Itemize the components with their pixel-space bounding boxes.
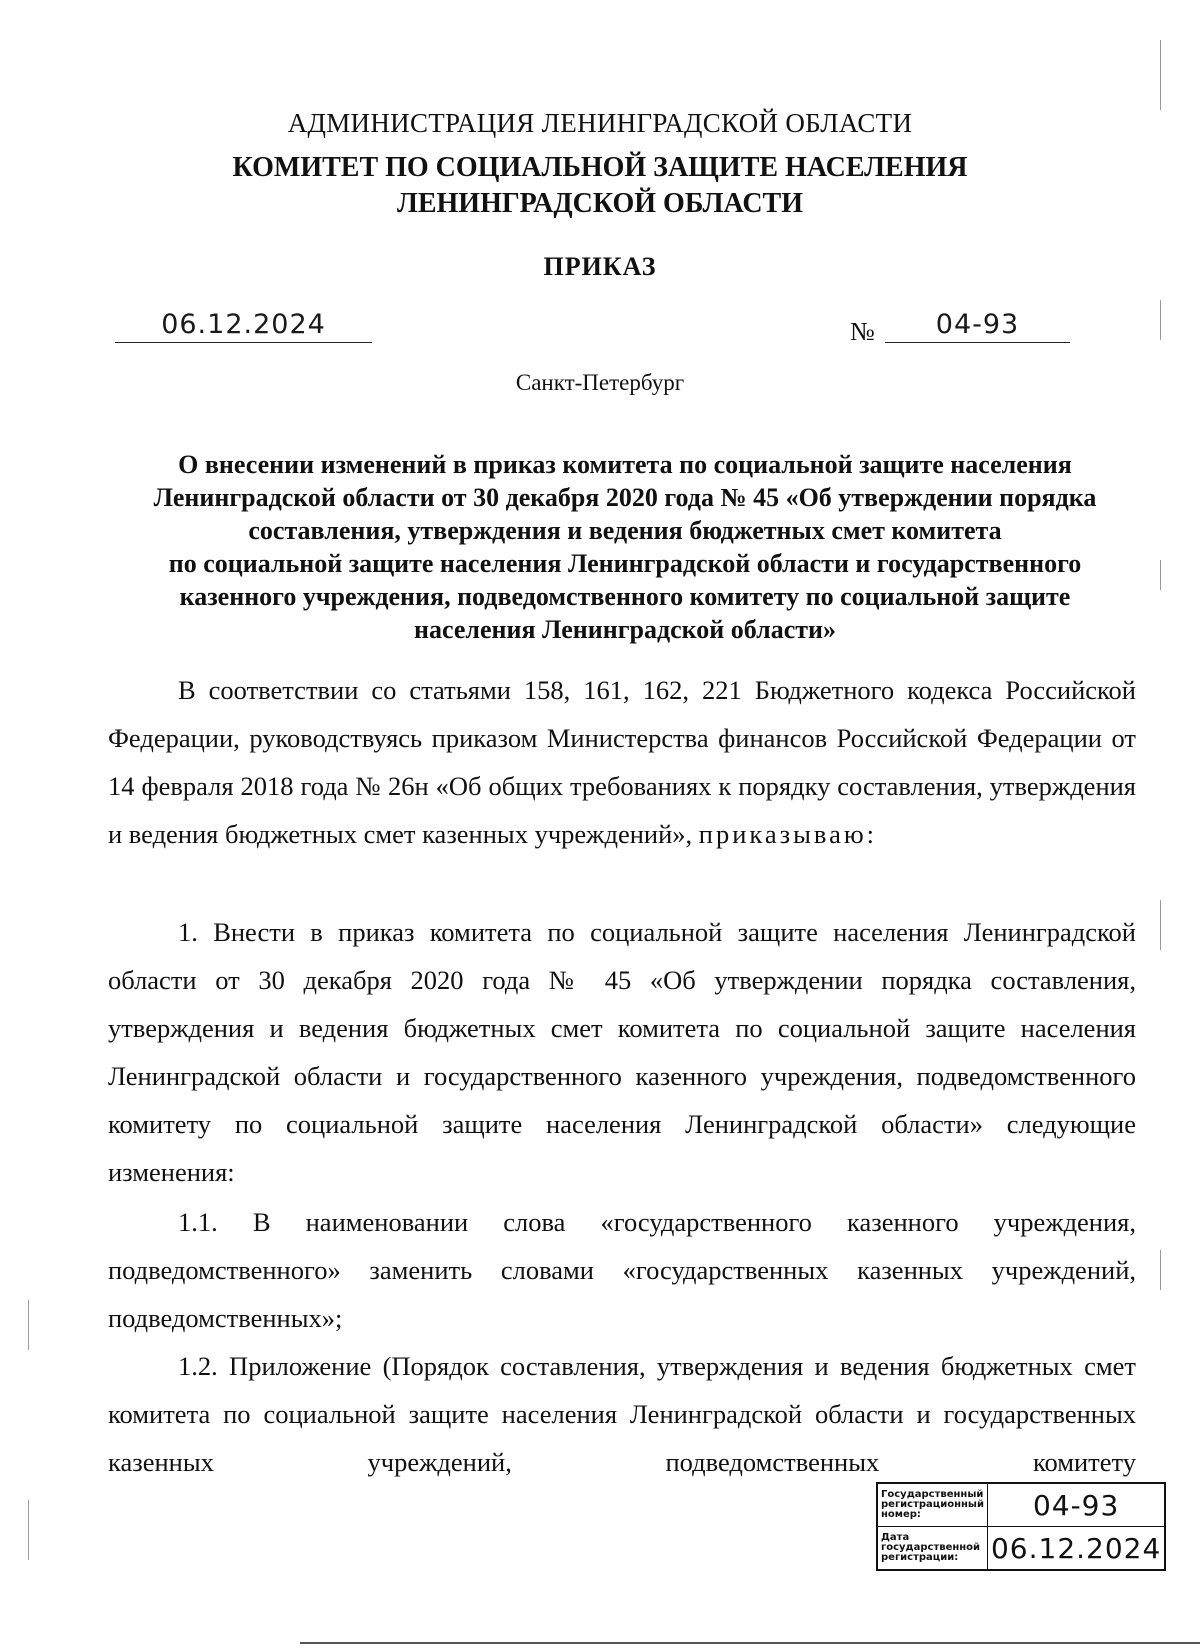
- registration-stamp: [876, 1482, 1166, 1571]
- subject-line: населения Ленинградской области»: [413, 615, 837, 644]
- committee-title: [0, 150, 1200, 222]
- scan-edge-mark: [1160, 900, 1161, 950]
- committee-title-line2: ЛЕНИНГРАДСКОЙ ОБЛАСТИ: [396, 188, 804, 219]
- order-subject: [110, 448, 1140, 646]
- city: Санкт-Петербург: [515, 370, 685, 395]
- registration-number-label: Государственный регистрационный номер:: [877, 1483, 987, 1527]
- order-number: 04-93: [885, 312, 1070, 343]
- item-1-paragraph: [108, 908, 1136, 1196]
- subject-line: казенного учреждения, подведомственного комитету по социальной защите: [179, 582, 1071, 611]
- subject-line: по социальной защите населения Ленинградской области и государственного: [168, 549, 1082, 578]
- registration-date-value: 06.12.2024: [987, 1527, 1165, 1571]
- subject-line: составления, утверждения и ведения бюджетных смет комитета: [248, 516, 1002, 545]
- command-word: приказываю:: [698, 819, 877, 849]
- registration-date-label: Дата государственной регистрации:: [877, 1527, 987, 1571]
- committee-title-line1: КОМИТЕТ ПО СОЦИАЛЬНОЙ ЗАЩИТЕ НАСЕЛЕНИЯ: [232, 152, 968, 183]
- preamble-paragraph: [108, 666, 1136, 858]
- item-1-2-paragraph: [108, 1342, 1136, 1486]
- item-1-2-text: 1.2. Приложение (Порядок составления, утверждения и ведения бюджетных смет комитета по социальной защите населения Ленинградской области и государственных казенных учреждений, подведомственных комитету: [108, 1351, 1136, 1477]
- scan-bottom-line: [300, 1642, 1200, 1644]
- scan-edge-mark: [1160, 40, 1161, 110]
- subject-line: Ленинградской области от 30 декабря 2020 года № 45 «Об утверждении порядка: [153, 483, 1097, 512]
- subject-line: О внесении изменений в приказ комитета по социальной защите населения: [178, 450, 1072, 479]
- item-1-text: 1. Внести в приказ комитета по социальной защите населения Ленинградской области от 30 декабря 2020 года № 45 «Об утверждении порядка составления, утверждения и ведения бюджетных смет комитета по социальной защите населения Ленинградской области и государственного казенного учреждения, подведомственного комитету по социальной защите населения Ленинградской области» следующие изменения:: [108, 917, 1136, 1187]
- scan-edge-mark: [28, 1300, 29, 1350]
- registration-number-row: [877, 1483, 1165, 1527]
- registration-number-value: 04-93: [987, 1483, 1165, 1527]
- scan-edge-mark: [28, 1500, 29, 1560]
- number-sign: №: [850, 317, 875, 346]
- scan-edge-mark: [1160, 560, 1161, 590]
- preamble-text: В соответствии со статьями 158, 161, 162, 221 Бюджетного кодекса Российской Федерации, руководствуясь приказом Министерства финансов Российской Федерации от 14 февраля 2018 года № 26н «Об общих требованиях к порядку составления, утверждения и ведения бюджетных смет казенных учреждений»,: [108, 675, 1136, 849]
- document-type: ПРИКАЗ: [543, 252, 657, 281]
- item-1-1-text: 1.1. В наименовании слова «государственного казенного учреждения, подведомственного» заменить словами «государственных казенных учреждений, подведомственных»;: [108, 1207, 1136, 1333]
- order-date: 06.12.2024: [115, 312, 372, 343]
- scan-edge-mark: [1160, 300, 1161, 340]
- registration-date-row: [877, 1527, 1165, 1571]
- scan-edge-mark: [1160, 1250, 1161, 1290]
- item-1-1-paragraph: [108, 1198, 1136, 1342]
- administration-title: АДМИНИСТРАЦИЯ ЛЕНИНГРАДСКОЙ ОБЛАСТИ: [287, 108, 913, 138]
